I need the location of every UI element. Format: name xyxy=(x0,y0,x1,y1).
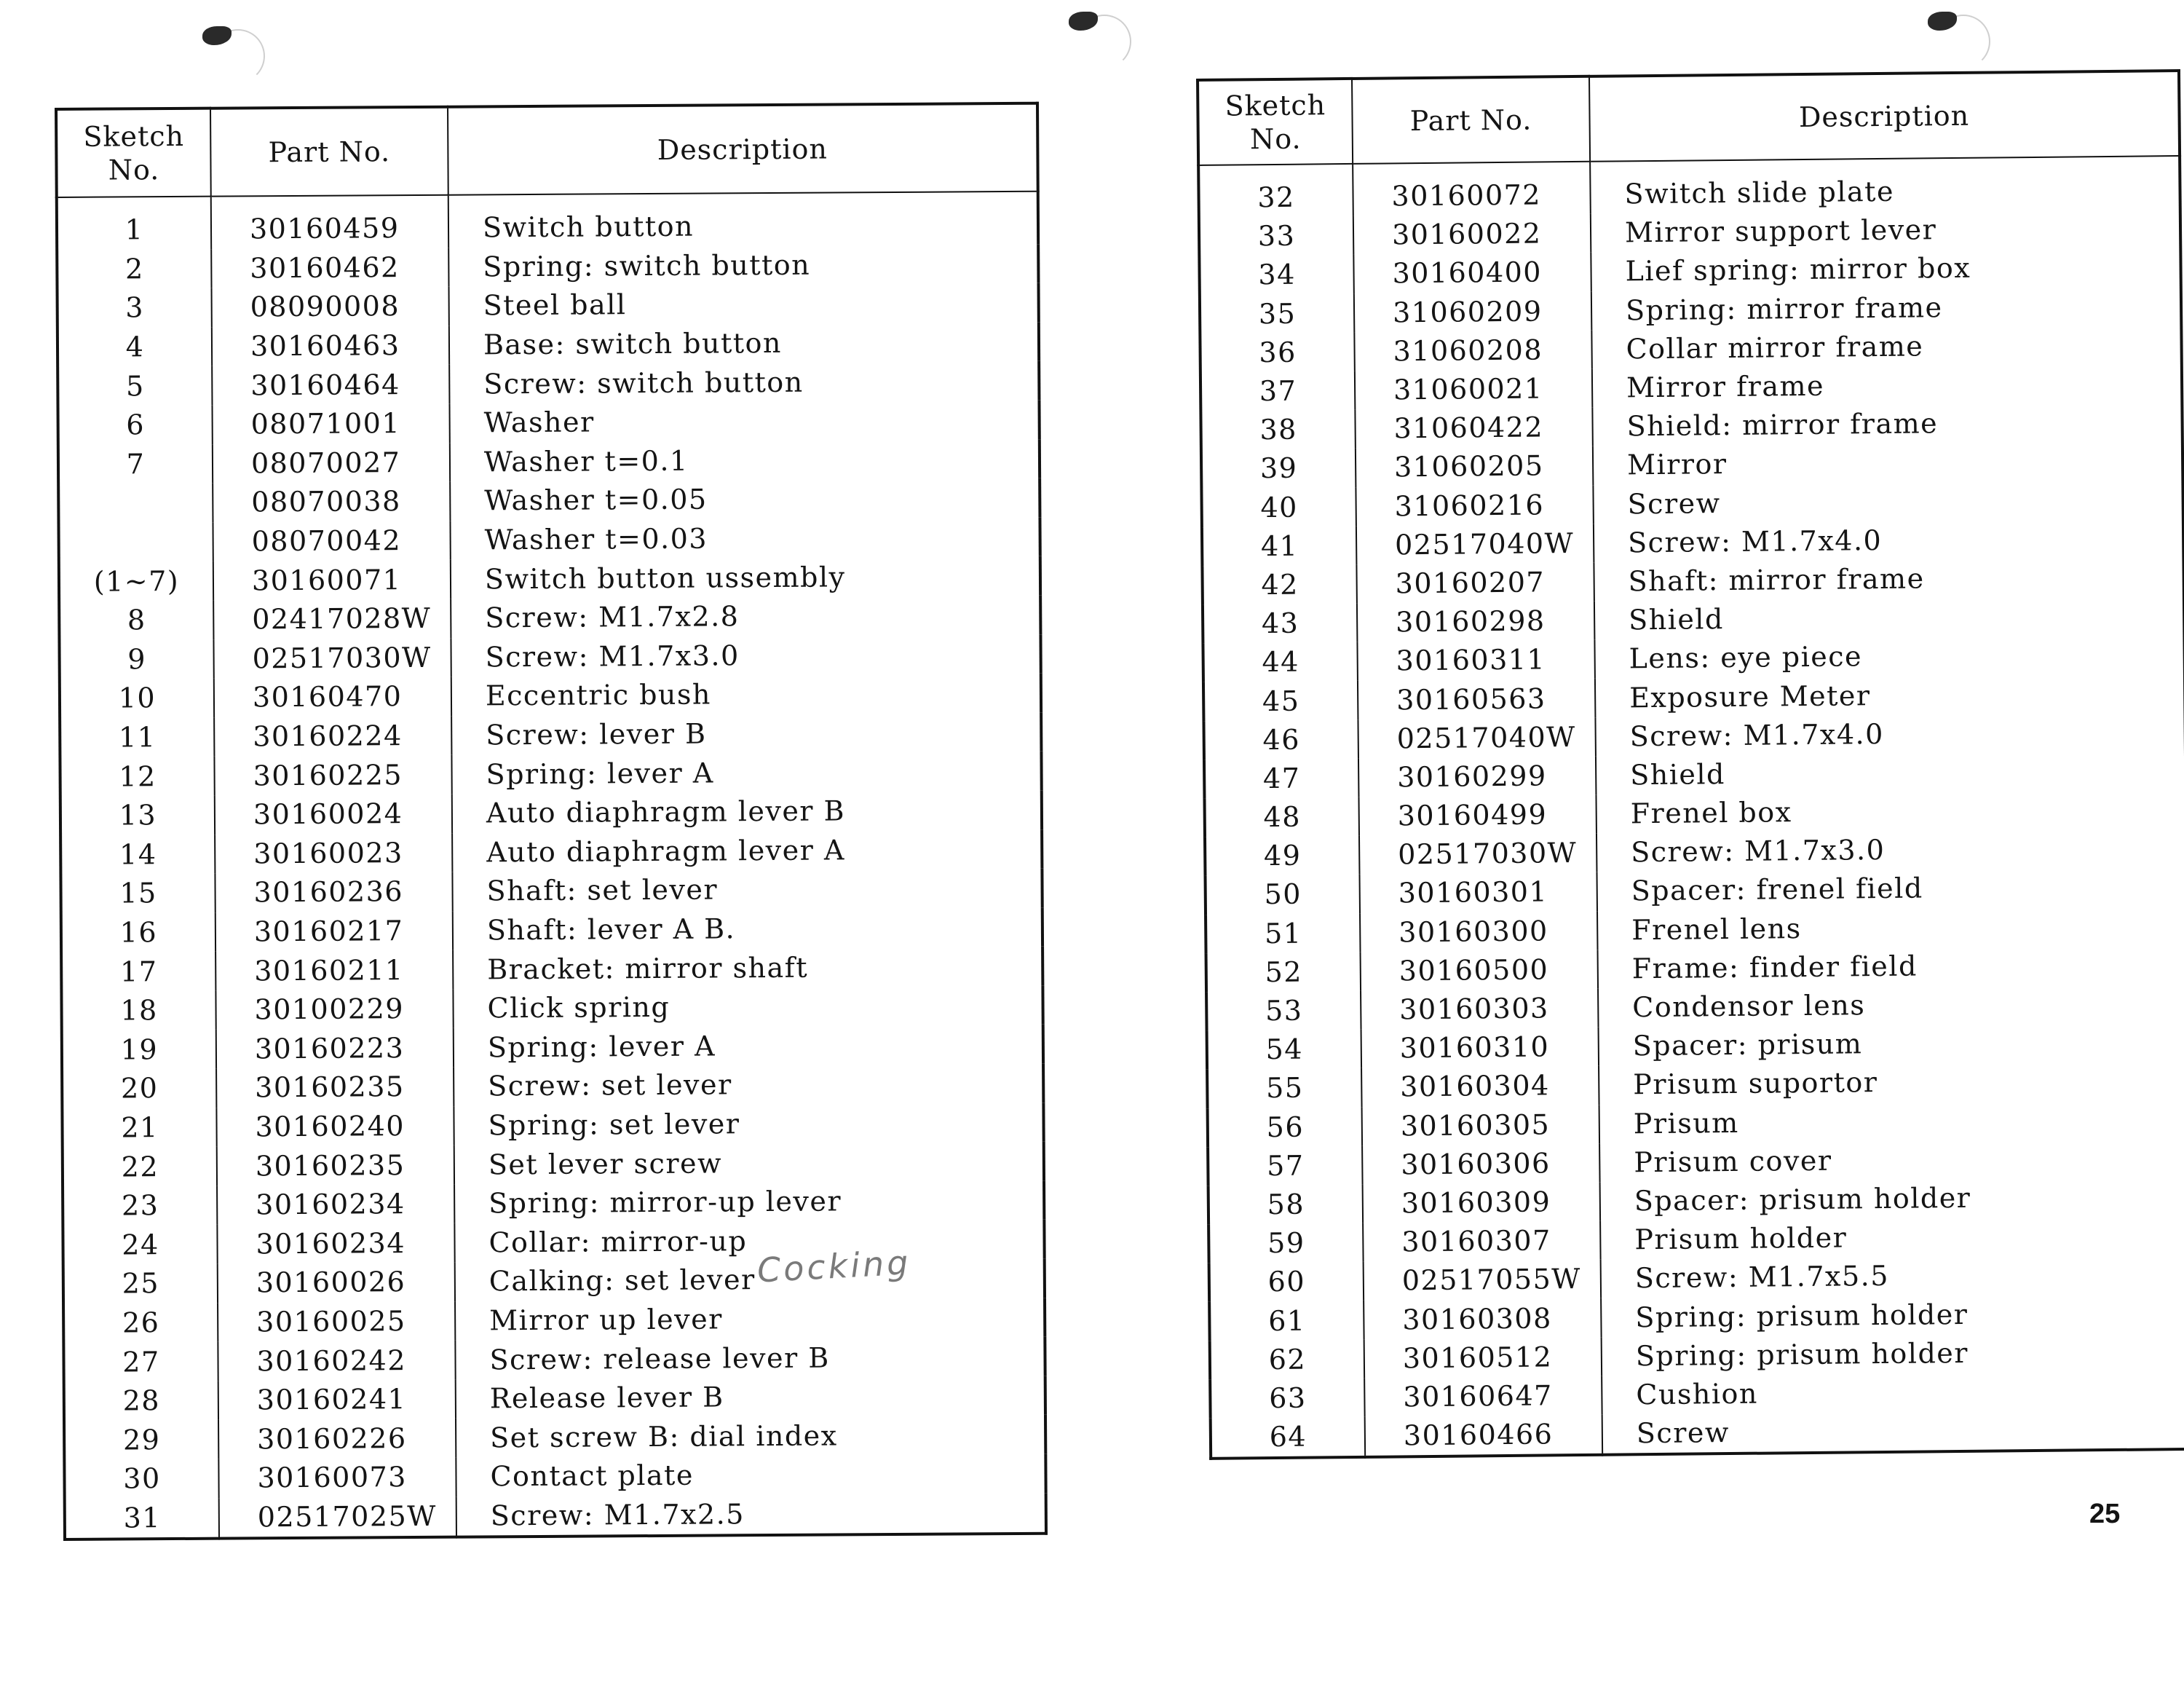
sketch-no-cell: 30 xyxy=(64,1459,218,1499)
table-row xyxy=(59,634,1040,679)
description-cell: Screw: M1.7x2.5 xyxy=(490,1498,745,1532)
part-no-cell: 02517055W xyxy=(1364,1260,1601,1301)
part-no-cell: 30160241 xyxy=(218,1379,456,1420)
description-cell: Screw: release lever B xyxy=(489,1341,830,1376)
part-no-cell: 30160217 xyxy=(215,911,453,952)
sketch-no-cell: 38 xyxy=(1200,410,1356,450)
description-cell: Shaft: lever A B. xyxy=(486,912,736,947)
description-cell: Mirror up lever xyxy=(489,1303,723,1337)
left-parts-table-page xyxy=(55,102,1048,1539)
sketch-no-cell: 46 xyxy=(1203,720,1358,760)
part-no-cell: 30160226 xyxy=(218,1419,456,1459)
description-cell: Screw: set lever xyxy=(488,1068,732,1103)
part-no-cell: 02517025W xyxy=(219,1496,456,1539)
part-no-cell: 08090008 xyxy=(212,287,449,328)
description-cell: Spring: switch button xyxy=(483,248,811,283)
sketch-no-cell: 22 xyxy=(63,1147,217,1187)
part-no-cell: 30160240 xyxy=(216,1106,454,1147)
sketch-no-cell: 59 xyxy=(1208,1223,1364,1263)
sketch-no-cell: 29 xyxy=(64,1420,218,1460)
sketch-no-cell: 27 xyxy=(63,1342,218,1382)
part-no-cell: 30160463 xyxy=(212,326,449,366)
part-no-header: Part No. xyxy=(210,107,448,197)
part-no-cell: 30160298 xyxy=(1357,602,1594,642)
sketch-no-cell: 26 xyxy=(63,1303,218,1343)
part-no-cell: 08070038 xyxy=(213,482,450,523)
description-cell: Mirror support lever xyxy=(1624,213,1937,249)
description-cell: Frenel lens xyxy=(1631,912,1802,946)
description-cell: Contact plate xyxy=(490,1459,695,1493)
part-no-cell: 30160234 xyxy=(217,1223,454,1264)
sketch-no-cell: 48 xyxy=(1204,797,1359,837)
handwritten-note: Cocking xyxy=(756,1242,912,1290)
sketch-no-cell: 42 xyxy=(1202,565,1357,605)
sketch-no-cell: 47 xyxy=(1204,759,1359,799)
sketch-no-cell: 33 xyxy=(1199,216,1354,256)
description-cell: Auto diaphragm lever A xyxy=(486,834,846,869)
part-no-cell: 30160304 xyxy=(1361,1066,1599,1107)
part-no-cell: 30160023 xyxy=(215,833,452,874)
description-cell: Switch slide plate xyxy=(1624,175,1895,210)
part-no-cell: 30160466 xyxy=(1365,1415,1603,1457)
description-cell: Shaft: mirror frame xyxy=(1628,562,1925,598)
binder-hole xyxy=(1077,15,1131,68)
description-cell: Washer t=0.03 xyxy=(484,522,708,556)
part-no-cell: 02517040W xyxy=(1356,524,1594,564)
description-cell: Screw: switch button xyxy=(483,366,804,401)
sketch-no-cell: 4 xyxy=(58,327,212,367)
part-no-cell: 30160072 xyxy=(1353,162,1591,216)
parts-table-left xyxy=(55,102,1048,1541)
description-cell: Screw: M1.7x4.0 xyxy=(1627,524,1883,559)
sketch-no-header: Sketch No. xyxy=(56,109,211,197)
table-row xyxy=(62,1103,1043,1148)
table-row xyxy=(60,869,1042,914)
part-no-cell: 30160299 xyxy=(1358,757,1596,797)
table-row xyxy=(65,1493,1046,1539)
table-row xyxy=(59,556,1040,602)
part-no-cell: 30160301 xyxy=(1360,872,1597,913)
description-cell: Screw: M1.7x3.0 xyxy=(1631,834,1886,869)
table-row xyxy=(58,323,1039,368)
table-row xyxy=(60,712,1041,757)
description-cell: Spring: mirror-up lever xyxy=(488,1185,842,1220)
description-cell: Screw: M1.7x5.5 xyxy=(1634,1260,1890,1295)
description-cell: Prisum suportor xyxy=(1633,1066,1878,1101)
sketch-no-cell: 18 xyxy=(61,991,215,1031)
description-cell: Shield xyxy=(1629,757,1726,792)
part-no-cell: 31060021 xyxy=(1355,369,1592,410)
part-no-cell: 30160024 xyxy=(215,794,452,835)
part-no-cell: 30160500 xyxy=(1361,950,1598,991)
sketch-no-cell: 15 xyxy=(60,874,215,914)
sketch-no-cell: 45 xyxy=(1203,681,1358,721)
part-no-cell: 30160462 xyxy=(211,248,448,288)
sketch-no-cell: 20 xyxy=(62,1069,216,1109)
description-cell: Base: switch button xyxy=(483,326,783,361)
table-row xyxy=(61,947,1042,992)
sketch-no-cell: 3 xyxy=(58,288,212,328)
table-row xyxy=(63,1142,1044,1187)
description-cell: Frenel box xyxy=(1630,796,1792,830)
part-no-cell: 30160026 xyxy=(218,1263,455,1304)
description-header: Description xyxy=(448,103,1038,195)
part-no-cell: 31060205 xyxy=(1356,446,1593,487)
part-no-cell: 30160235 xyxy=(216,1068,454,1108)
table-row xyxy=(58,361,1039,406)
table-row xyxy=(60,791,1042,836)
description-cell: Screw xyxy=(1627,486,1721,520)
table-row xyxy=(62,1064,1043,1109)
table-row xyxy=(63,1298,1045,1343)
description-cell: Screw: M1.7x3.0 xyxy=(485,639,740,674)
part-no-cell: 30160071 xyxy=(213,560,451,601)
description-cell: Spacer: frenel field xyxy=(1631,872,1923,907)
description-cell: Frame: finder field xyxy=(1631,950,1918,985)
part-no-cell: 02517030W xyxy=(1359,834,1597,875)
sketch-no-cell: 6 xyxy=(58,406,213,446)
table-row xyxy=(58,439,1040,484)
description-cell: Prisum xyxy=(1633,1106,1739,1140)
sketch-no-cell: 36 xyxy=(1200,333,1355,373)
description-cell: Click spring xyxy=(487,991,670,1025)
sketch-no-cell: 2 xyxy=(57,249,211,289)
description-cell: Auto diaphragm lever B xyxy=(486,794,846,829)
sketch-no-cell: 50 xyxy=(1206,875,1361,915)
table-row xyxy=(58,478,1040,524)
sketch-no-cell: 43 xyxy=(1203,604,1358,644)
part-no-cell: 30160236 xyxy=(215,872,452,913)
table-row xyxy=(59,596,1040,641)
table-row xyxy=(60,674,1041,719)
sketch-no-cell: 9 xyxy=(59,639,213,679)
sketch-no-cell: 57 xyxy=(1208,1146,1363,1186)
part-no-cell: 30160308 xyxy=(1364,1298,1601,1339)
sketch-no-cell: 52 xyxy=(1206,953,1361,993)
sketch-no-cell: 53 xyxy=(1206,991,1361,1031)
part-no-cell: 30160311 xyxy=(1357,640,1594,681)
part-no-cell: 30160025 xyxy=(218,1301,455,1342)
description-cell: Screw: lever B xyxy=(486,717,707,752)
part-no-cell: 30160235 xyxy=(217,1145,454,1186)
part-no-cell: 08071001 xyxy=(213,404,450,445)
part-no-cell: 30160310 xyxy=(1361,1028,1599,1068)
sketch-no-cell: 41 xyxy=(1202,526,1357,567)
description-cell: Screw: M1.7x4.0 xyxy=(1629,717,1884,753)
part-no-cell: 30100229 xyxy=(215,990,453,1030)
table-row xyxy=(58,401,1040,446)
sketch-no-cell: 7 xyxy=(58,444,213,484)
part-no-cell: 02517040W xyxy=(1358,717,1595,758)
sketch-no-cell: 14 xyxy=(60,835,215,875)
sketch-no-cell: 32 xyxy=(1198,164,1353,218)
part-no-cell: 30160022 xyxy=(1353,214,1591,255)
part-no-cell: 30160225 xyxy=(214,755,451,796)
part-no-cell: 30160647 xyxy=(1364,1376,1602,1417)
sketch-no-cell: 13 xyxy=(60,796,215,836)
description-cell: Collar mirror frame xyxy=(1626,330,1924,366)
sketch-no-cell: 40 xyxy=(1201,487,1356,527)
description-cell: Switch button xyxy=(482,210,695,244)
binder-hole xyxy=(211,29,265,83)
table-row xyxy=(61,907,1042,953)
part-no-cell: 30160512 xyxy=(1364,1337,1602,1378)
description-cell: Washer t=0.1 xyxy=(483,444,689,478)
part-no-header: Part No. xyxy=(1352,76,1590,164)
table-header-row xyxy=(1198,71,2180,165)
description-header: Description xyxy=(1589,71,2180,162)
part-no-cell: 30160563 xyxy=(1358,679,1595,719)
table-row xyxy=(63,1337,1045,1382)
description-cell: Spring: set lever xyxy=(488,1108,740,1142)
sketch-no-cell: 24 xyxy=(63,1225,217,1265)
part-no-cell: 30160400 xyxy=(1353,253,1591,293)
table-row xyxy=(60,829,1042,875)
table-row xyxy=(57,244,1038,289)
part-no-cell: 30160300 xyxy=(1360,911,1597,952)
part-no-cell: 30160073 xyxy=(218,1458,456,1499)
description-cell: Set screw B: dial index xyxy=(490,1419,838,1454)
description-cell: Bracket: mirror shaft xyxy=(487,951,809,985)
sketch-no-cell: 51 xyxy=(1206,913,1361,953)
sketch-no-cell xyxy=(58,484,213,524)
table-row xyxy=(1198,156,2180,218)
part-no-cell: 30160306 xyxy=(1362,1143,1599,1184)
table-row xyxy=(58,283,1039,328)
sketch-no-cell: 49 xyxy=(1205,836,1360,876)
part-no-cell: 02417028W xyxy=(213,599,451,640)
description-cell: Screw: M1.7x2.8 xyxy=(485,600,740,634)
sketch-no-cell: 37 xyxy=(1200,371,1356,411)
description-cell: Spring: prisum holder xyxy=(1635,1336,1969,1373)
description-cell: Shield: mirror frame xyxy=(1626,407,1939,443)
description-cell: Mirror frame xyxy=(1626,369,1825,404)
description-cell: Calking: set lever xyxy=(488,1263,756,1298)
description-cell: Exposure Meter xyxy=(1629,679,1871,714)
parts-table-left-body xyxy=(57,192,1046,1539)
part-no-cell: 31060208 xyxy=(1354,331,1591,371)
sketch-no-cell: (1~7) xyxy=(59,561,213,602)
sketch-no-cell: 16 xyxy=(61,912,215,953)
part-no-cell: 31060216 xyxy=(1356,485,1593,526)
table-row xyxy=(58,517,1040,562)
part-no-cell: 30160307 xyxy=(1363,1221,1600,1262)
sketch-no-cell: 60 xyxy=(1209,1262,1364,1302)
description-cell: Condensor lens xyxy=(1632,989,1866,1024)
description-cell: Washer xyxy=(483,406,595,439)
description-cell: Spring: prisum holder xyxy=(1635,1298,1969,1333)
part-no-cell: 30160207 xyxy=(1356,563,1594,604)
sketch-no-cell: 23 xyxy=(63,1186,217,1226)
description-cell: Shield xyxy=(1628,603,1725,636)
table-row xyxy=(62,1025,1043,1070)
binder-hole xyxy=(1936,15,1990,68)
description-cell: Spring: lever A xyxy=(486,757,714,791)
part-no-cell: 30160464 xyxy=(212,365,449,406)
sketch-no-cell: 62 xyxy=(1210,1339,1365,1379)
part-no-cell: 30160459 xyxy=(211,195,448,250)
description-cell: Spacer: prisum holder xyxy=(1634,1181,1971,1218)
part-no-cell: 02517030W xyxy=(213,638,451,679)
sketch-no-cell: 8 xyxy=(59,601,213,641)
part-no-cell: 30160303 xyxy=(1361,989,1598,1030)
sketch-no-cell: 31 xyxy=(65,1498,219,1539)
description-cell: Spring: lever A xyxy=(487,1030,716,1064)
description-cell: Prisum holder xyxy=(1634,1221,1848,1256)
sketch-no-cell: 56 xyxy=(1208,1107,1363,1147)
table-row xyxy=(64,1415,1045,1460)
part-no-cell: 30160242 xyxy=(218,1341,455,1381)
description-cell: Screw xyxy=(1636,1416,1730,1450)
page-number: 25 xyxy=(2089,1499,2121,1529)
table-row xyxy=(60,752,1041,797)
table-header-row xyxy=(56,103,1038,197)
description-cell: Collar: mirror-up xyxy=(488,1224,748,1259)
description-cell: Lief spring: mirror box xyxy=(1625,252,1971,288)
sketch-no-cell xyxy=(58,522,213,562)
table-row xyxy=(64,1376,1045,1421)
part-no-cell: 30160224 xyxy=(214,716,451,757)
part-no-cell: 30160211 xyxy=(215,950,453,991)
sketch-no-cell: 21 xyxy=(62,1108,216,1148)
sketch-no-cell: 39 xyxy=(1201,449,1356,489)
part-no-cell: 30160470 xyxy=(214,677,451,718)
sketch-no-cell: 12 xyxy=(60,757,214,797)
right-parts-table-page xyxy=(1196,69,2184,1510)
sketch-no-cell: 1 xyxy=(57,197,211,251)
table-row xyxy=(64,1454,1045,1499)
parts-table-right-body xyxy=(1198,156,2184,1459)
sketch-no-cell: 58 xyxy=(1208,1185,1364,1225)
description-cell: Cushion xyxy=(1636,1377,1759,1411)
sketch-no-cell: 34 xyxy=(1199,255,1354,295)
sketch-no-cell: 19 xyxy=(62,1030,216,1070)
description-cell: Lens: eye piece xyxy=(1629,640,1863,675)
part-no-cell: 08070027 xyxy=(213,443,450,484)
description-cell: Spacer: prisum xyxy=(1632,1028,1863,1062)
sketch-no-cell: 64 xyxy=(1211,1417,1366,1459)
sketch-no-cell: 63 xyxy=(1210,1379,1365,1419)
part-no-cell: 30160499 xyxy=(1358,795,1596,836)
description-cell: Prisum cover xyxy=(1634,1144,1832,1179)
part-no-cell: 30160305 xyxy=(1362,1105,1599,1145)
description-cell: Eccentric bush xyxy=(485,678,712,712)
sketch-no-cell: 25 xyxy=(63,1264,218,1304)
sketch-no-header: Sketch No. xyxy=(1198,79,1353,165)
part-no-cell: 08070042 xyxy=(213,521,450,561)
table-row xyxy=(63,1181,1044,1226)
sketch-no-cell: 44 xyxy=(1203,642,1358,682)
sketch-no-cell: 17 xyxy=(61,952,215,992)
table-row xyxy=(57,192,1038,251)
table-row xyxy=(61,986,1042,1031)
sketch-no-cell: 55 xyxy=(1207,1068,1362,1108)
parts-table-right xyxy=(1196,69,2184,1460)
sketch-no-cell: 28 xyxy=(64,1381,218,1421)
part-no-cell: 31060422 xyxy=(1355,408,1592,449)
description-cell: Release lever B xyxy=(489,1381,724,1415)
description-cell: Mirror xyxy=(1626,448,1728,481)
sketch-no-cell: 35 xyxy=(1200,293,1355,334)
sketch-no-cell: 54 xyxy=(1207,1030,1362,1070)
description-cell: Set lever screw xyxy=(488,1146,723,1180)
description-cell: Washer t=0.05 xyxy=(484,483,708,517)
description-cell: Switch button ussembly xyxy=(484,561,846,596)
part-no-cell: 30160223 xyxy=(216,1028,454,1069)
sketch-no-cell: 11 xyxy=(60,717,214,757)
sketch-no-cell: 61 xyxy=(1209,1301,1364,1341)
part-no-cell: 30160234 xyxy=(217,1185,454,1226)
table-row xyxy=(1211,1409,2184,1459)
description-cell: Shaft: set lever xyxy=(486,873,719,907)
part-no-cell: 30160309 xyxy=(1363,1183,1600,1223)
description-cell: Steel ball xyxy=(483,288,627,322)
sketch-no-cell: 5 xyxy=(58,366,212,406)
sketch-no-cell: 10 xyxy=(60,679,214,719)
part-no-cell: 31060209 xyxy=(1354,291,1591,332)
description-cell: Spring: mirror frame xyxy=(1625,291,1943,327)
